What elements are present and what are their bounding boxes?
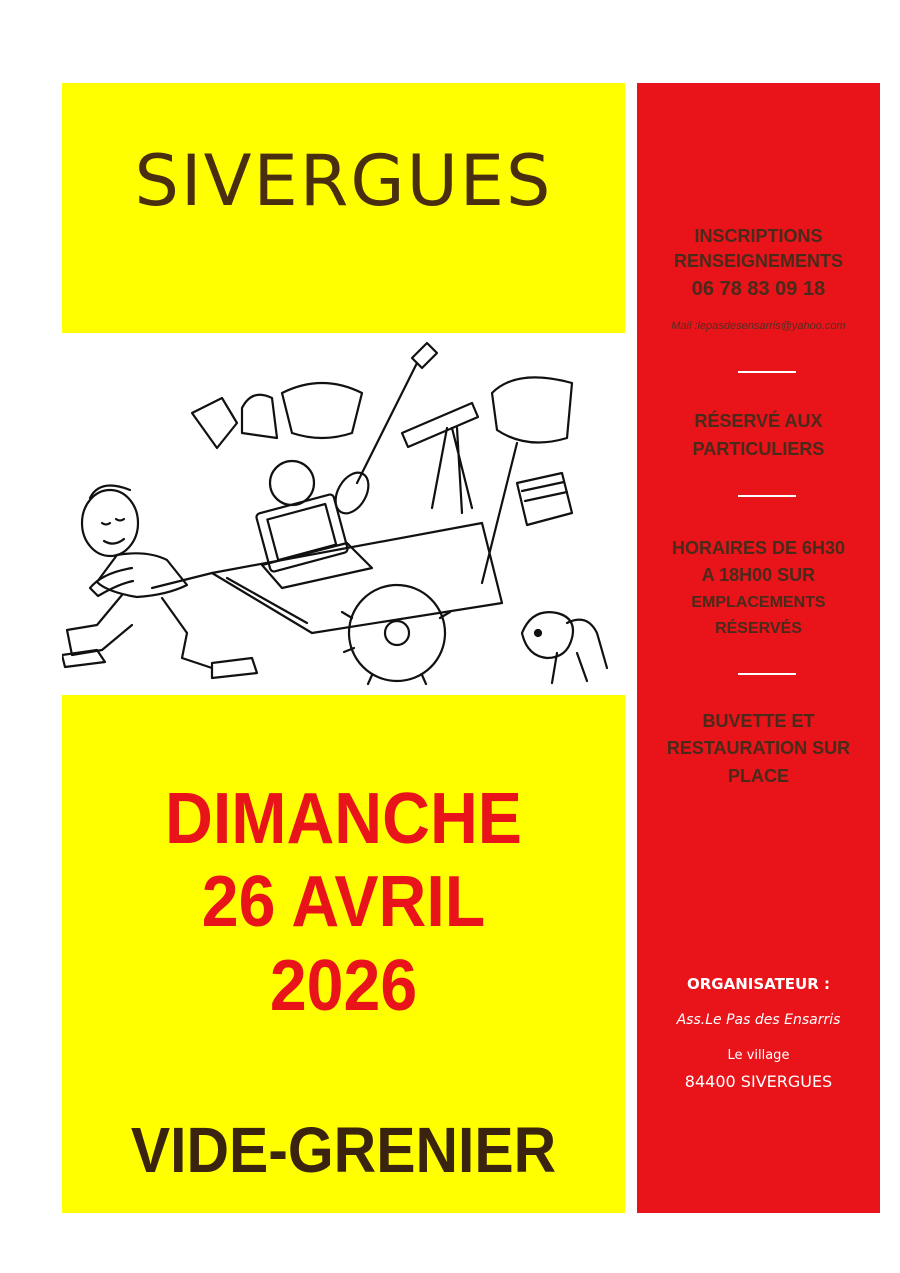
contact-label-1: INSCRIPTIONS: [694, 226, 823, 246]
mail-address: Mail :lepasdesensarris@yahoo.com: [671, 320, 846, 332]
divider: [738, 495, 796, 497]
phone-number: 06 78 83 09 18: [691, 278, 826, 300]
food-line-2: RESTAURATION SUR: [666, 738, 851, 758]
date-day: DIMANCHE: [165, 779, 522, 859]
reserved-line-1: RÉSERVÉ AUX: [694, 411, 823, 431]
food-line-3: PLACE: [727, 766, 789, 786]
hours-line-1: HORAIRES DE 6H30: [671, 538, 846, 558]
hours-line-3: EMPLACEMENTS: [691, 594, 826, 611]
contact-label-2: RENSEIGNEMENTS: [673, 251, 844, 271]
date-year: 2026: [269, 946, 418, 1026]
food-line-1: BUVETTE ET: [702, 711, 815, 731]
organizer-name: Ass.Le Pas des Ensarris: [676, 1012, 841, 1028]
organizer-label: ORGANISATEUR :: [686, 975, 831, 993]
hours-line-4: RÉSERVÉS: [715, 620, 802, 637]
address-line-2: 84400 SIVERGUES: [684, 1072, 833, 1091]
hours-line-2: A 18H00 SUR: [701, 565, 816, 585]
date-month: 26 AVRIL: [201, 862, 486, 942]
illustration-panel: [62, 333, 625, 695]
town-title: SIVERGUES: [134, 140, 553, 222]
divider: [738, 673, 796, 675]
divider: [738, 371, 796, 373]
wheelbarrow-illustration: [62, 333, 625, 695]
event-title: VIDE-GRENIER: [130, 1114, 557, 1186]
reserved-line-2: PARTICULIERS: [692, 439, 825, 459]
address-line-1: Le village: [727, 1048, 790, 1063]
